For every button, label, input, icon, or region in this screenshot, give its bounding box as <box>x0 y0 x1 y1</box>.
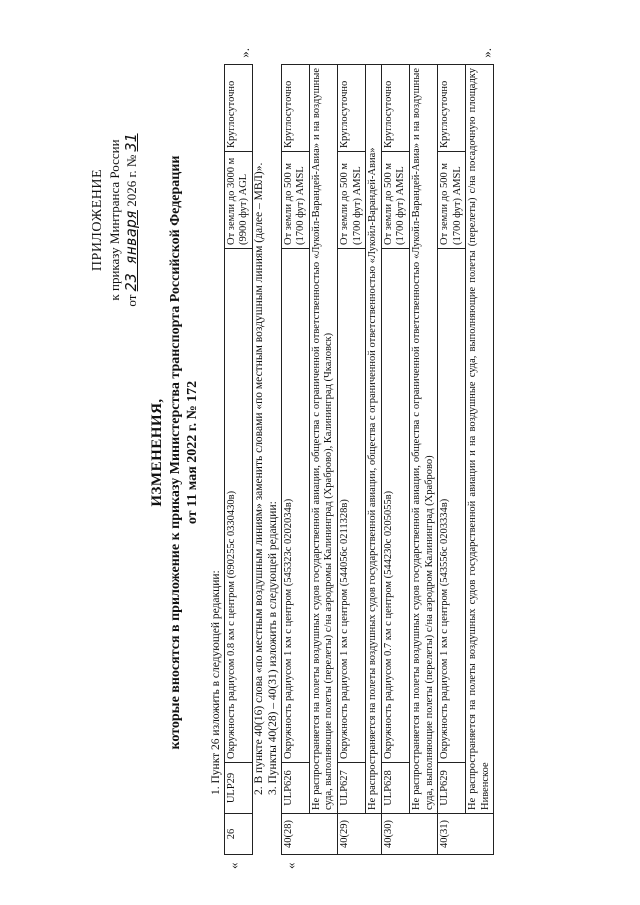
zone-code: ULP628 <box>381 763 409 814</box>
zone-code: ULP629 <box>438 763 466 814</box>
appendix-date-line <box>122 70 140 370</box>
zone-note: Не распространяется на полеты воздушных судов государственной авиации и на воздушные суда, выполняющие полеты (перелеты) с/на посадочную площадку Нивенское <box>466 65 494 814</box>
table-row <box>381 65 409 855</box>
zone-note: Не распространяется на полеты воздушных судов государственной авиации, общества с ограниченной ответственностью «Лукойл-Варандей-Авиа» <box>366 65 382 814</box>
row-number: 40(30) <box>381 814 437 855</box>
zone-code: ULP29 <box>224 763 252 814</box>
zone-area: Окружность радиусом 0.7 км с центром (544230с 0205055в) <box>381 249 409 763</box>
table-row-note <box>366 65 382 855</box>
zone-area: Окружность радиусом 1 км с центром (544056с 0211328в) <box>337 249 365 763</box>
zone-area: Окружность радиусом 1 км с центром (543556с 0203334в) <box>438 249 466 763</box>
open-quote: « <box>225 862 241 869</box>
zone-altitude: От земли до 500 м (1700 фут) AMSL <box>438 152 466 249</box>
paragraph-3: 3. Пункты 40(28) – 40(31) изложить в следующей редакции: <box>266 501 279 795</box>
paragraph-2: 2. В пункте 40(16) слова «по местным воздушным линиям» заменить словами «по местным воздушным линиям (далее – МВЛ)». <box>252 162 265 795</box>
handwritten-number: 31 <box>122 133 141 152</box>
airspace-table-1 <box>224 64 253 855</box>
table-row <box>438 65 466 855</box>
zone-area: Окружность радиусом 1 км с центром (545323с 0202034в) <box>281 249 309 763</box>
zone-time: Круглосуточно <box>337 65 365 152</box>
appendix-date-suffix: 2026 г. № <box>124 154 140 207</box>
handwritten-date: 23 января <box>122 210 141 292</box>
row-number: 40(29) <box>337 814 381 855</box>
table-row <box>224 65 252 855</box>
zone-altitude: От земли до 500 м (1700 фут) AMSL <box>337 152 365 249</box>
appendix-block <box>90 70 140 370</box>
close-quote: ». <box>237 48 253 58</box>
open-quote: « <box>282 862 298 869</box>
appendix-date-prefix: от <box>124 294 140 307</box>
paragraph-1: 1. Пункт 26 изложить в следующей редакции: <box>210 570 222 795</box>
zone-time: Круглосуточно <box>381 65 409 152</box>
zone-note: Не распространяется на полеты воздушных судов государственной авиации, общества с ограниченной ответственностью «Лукойл-Варандей-Авиа» и на воздушные суда, выполняющие полеты (перелеты) с/на аэродромы Калининград (Храброво), Калининград (Чкаловск) <box>309 65 337 814</box>
appendix-title: ПРИЛОЖЕНИЕ <box>90 168 105 272</box>
table-row <box>337 65 365 855</box>
table-row-note <box>466 65 494 855</box>
zone-altitude: От земли до 500 м (1700 фут) AMSL <box>381 152 409 249</box>
zone-note: Не распространяется на полеты воздушных судов государственной авиации, общества с ограниченной ответственностью «Лукойл-Варандей-Авиа» и на воздушные суда, выполняющие полеты (перелеты) с/на аэродром Калининград (Храброво) <box>409 65 437 814</box>
document-body <box>210 48 494 869</box>
zone-time: Круглосуточно <box>438 65 466 152</box>
zone-time: Круглосуточно <box>224 65 252 152</box>
heading-title: ИЗМЕНЕНИЯ, <box>149 398 165 507</box>
row-number: 40(28) <box>281 814 337 855</box>
zone-time: Круглосуточно <box>281 65 309 152</box>
zone-code: ULP627 <box>337 763 365 814</box>
heading-subtitle: которые вносятся в приложение к приказу Министерства транспорта Российской Федерации <box>167 155 183 750</box>
appendix-order-ref: к приказу Минтранса России <box>106 139 122 301</box>
row-number: 26 <box>224 814 252 855</box>
table1-wrap <box>224 48 253 869</box>
table-row-note <box>309 65 337 855</box>
zone-altitude: От земли до 3000 м (9900 фут) AGL <box>224 152 252 249</box>
row-number: 40(31) <box>438 814 494 855</box>
zone-area: Окружность радиусом 0.8 км с центром (690255с 0330430в) <box>224 249 252 763</box>
table2-wrap <box>281 48 495 869</box>
heading-date: от 11 мая 2022 г. № 172 <box>185 380 201 525</box>
zone-code: ULP626 <box>281 763 309 814</box>
document-heading <box>148 60 202 845</box>
table-row-note <box>409 65 437 855</box>
zone-altitude: От земли до 500 м (1700 фут) AMSL <box>281 152 309 249</box>
close-quote: ». <box>478 48 494 58</box>
airspace-table-2 <box>281 64 495 855</box>
table-row <box>281 65 309 855</box>
